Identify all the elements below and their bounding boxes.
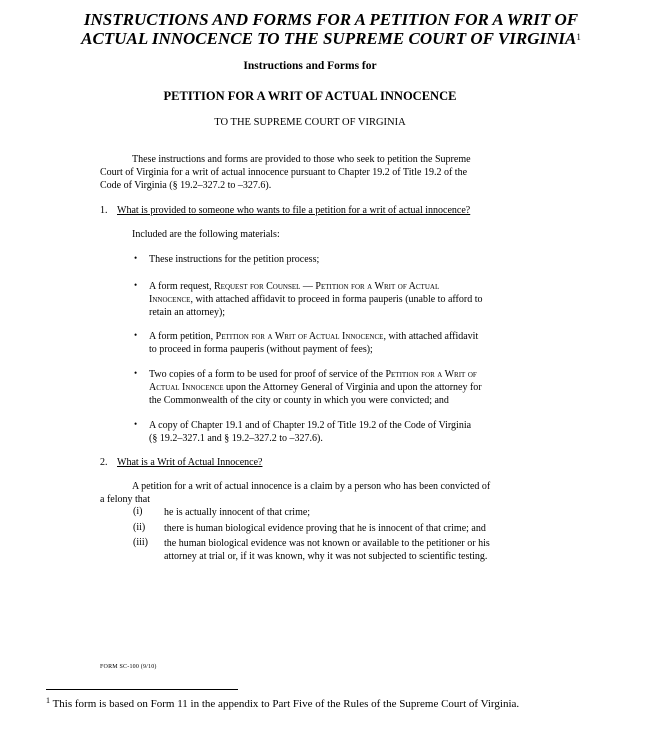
bullet5-line1: A copy of Chapter 19.1 and of Chapter 19.2 of Title 19.2 of the Code of Virginia xyxy=(149,420,472,431)
section1-number: 1. xyxy=(100,205,108,216)
form-id: FORM SC-100 (9/10) xyxy=(100,664,157,670)
section2-line1: A petition for a writ of actual innocence is a claim by a person who has been convicted of xyxy=(132,481,491,492)
bullet4-line1 xyxy=(149,368,477,381)
intro-line3: Code of Virginia (§ 19.2–327.2 to –327.6). xyxy=(100,180,272,191)
bullet2-pre: A form request, xyxy=(149,281,214,292)
document-title-line2 xyxy=(0,29,662,48)
section2-heading: What is a Writ of Actual Innocence? xyxy=(117,457,263,468)
bullet2-form-name: Request for Counsel — Petition for a Writ of Actual xyxy=(214,281,440,292)
bullet-icon: • xyxy=(134,368,138,378)
intro-line2: Court of Virginia for a writ of actual innocence pursuant to Chapter 19.2 of Title 19.2 of the xyxy=(100,167,468,178)
bullet3-line2: to proceed in forma pauperis (without payment of fees); xyxy=(149,344,373,355)
footnote-mark: 1 xyxy=(46,696,50,705)
section2-number: 2. xyxy=(100,457,108,468)
footnote xyxy=(46,698,519,710)
bullet-icon: • xyxy=(134,280,138,290)
title-line2-text: ACTUAL INNOCENCE TO THE SUPREME COURT OF VIRGINIA xyxy=(81,29,577,48)
intro-line1: These instructions and forms are provided to those who seek to petition the Supreme xyxy=(132,154,471,165)
bullet2-post: , with attached affidavit to proceed in forma pauperis (unable to afford to xyxy=(190,294,483,305)
title-footnote-mark: 1 xyxy=(576,32,581,42)
bullet3-post: , with attached affidavit xyxy=(383,331,479,342)
bullet-icon: • xyxy=(134,330,138,340)
item-text: he is actually innocent of that crime; xyxy=(164,507,311,518)
section2-line2: a felony that xyxy=(100,494,150,505)
item-text: the human biological evidence was not known or available to the petitioner or his xyxy=(164,538,490,549)
bullet4-line3: the Commonwealth of the city or county in which you were convicted; and xyxy=(149,395,449,406)
section1-heading: What is provided to someone who wants to file a petition for a writ of actual innocence? xyxy=(117,205,471,216)
bullet-icon: • xyxy=(134,419,138,429)
item-number: (iii) xyxy=(133,537,148,548)
bullet3-form-name: Petition for a Writ of Actual Innocence xyxy=(215,331,384,342)
bullet-icon: • xyxy=(134,253,138,263)
bullet5-line2: (§ 19.2–327.1 and § 19.2–327.2 to –327.6). xyxy=(149,433,323,444)
bullet4-line2 xyxy=(149,381,482,394)
bullet3-line1 xyxy=(149,330,478,343)
document-title-line1: INSTRUCTIONS AND FORMS FOR A PETITION FOR A WRIT OF xyxy=(83,10,579,29)
bullet2-form-name-cont: Innocence xyxy=(149,294,191,305)
bullet4-post: upon the Attorney General of Virginia and upon the attorney for xyxy=(223,382,482,393)
section1-lead: Included are the following materials: xyxy=(132,229,280,240)
bullet4-form-name: Petition for a Writ of xyxy=(385,369,477,380)
bullet4-pre: Two copies of a form to be used for proof of service of the xyxy=(149,369,386,380)
item-text: there is human biological evidence proving that he is innocent of that crime; and xyxy=(164,523,486,534)
item-text-cont: attorney at trial or, if it was known, why it was not subjected to scientific testing. xyxy=(164,551,488,562)
item-number: (i) xyxy=(133,506,143,517)
bullet4-form-name-cont: Actual Innocence xyxy=(149,382,224,393)
bullet1-text: These instructions for the petition process; xyxy=(149,254,320,265)
subtitle-instructions: Instructions and Forms for xyxy=(243,60,377,72)
bullet2-line1 xyxy=(149,280,439,293)
subtitle-petition: PETITION FOR A WRIT OF ACTUAL INNOCENCE xyxy=(163,89,457,103)
bullet3-pre: A form petition, xyxy=(149,331,216,342)
bullet2-line3: retain an attorney); xyxy=(149,307,226,318)
footnote-text: This form is based on Form 11 in the appendix to Part Five of the Rules of the Supreme Court of Virginia. xyxy=(52,698,520,710)
subtitle-court: TO THE SUPREME COURT OF VIRGINIA xyxy=(214,117,406,128)
bullet2-line2 xyxy=(149,293,482,306)
footnote-divider xyxy=(46,689,238,690)
item-number: (ii) xyxy=(133,522,146,533)
